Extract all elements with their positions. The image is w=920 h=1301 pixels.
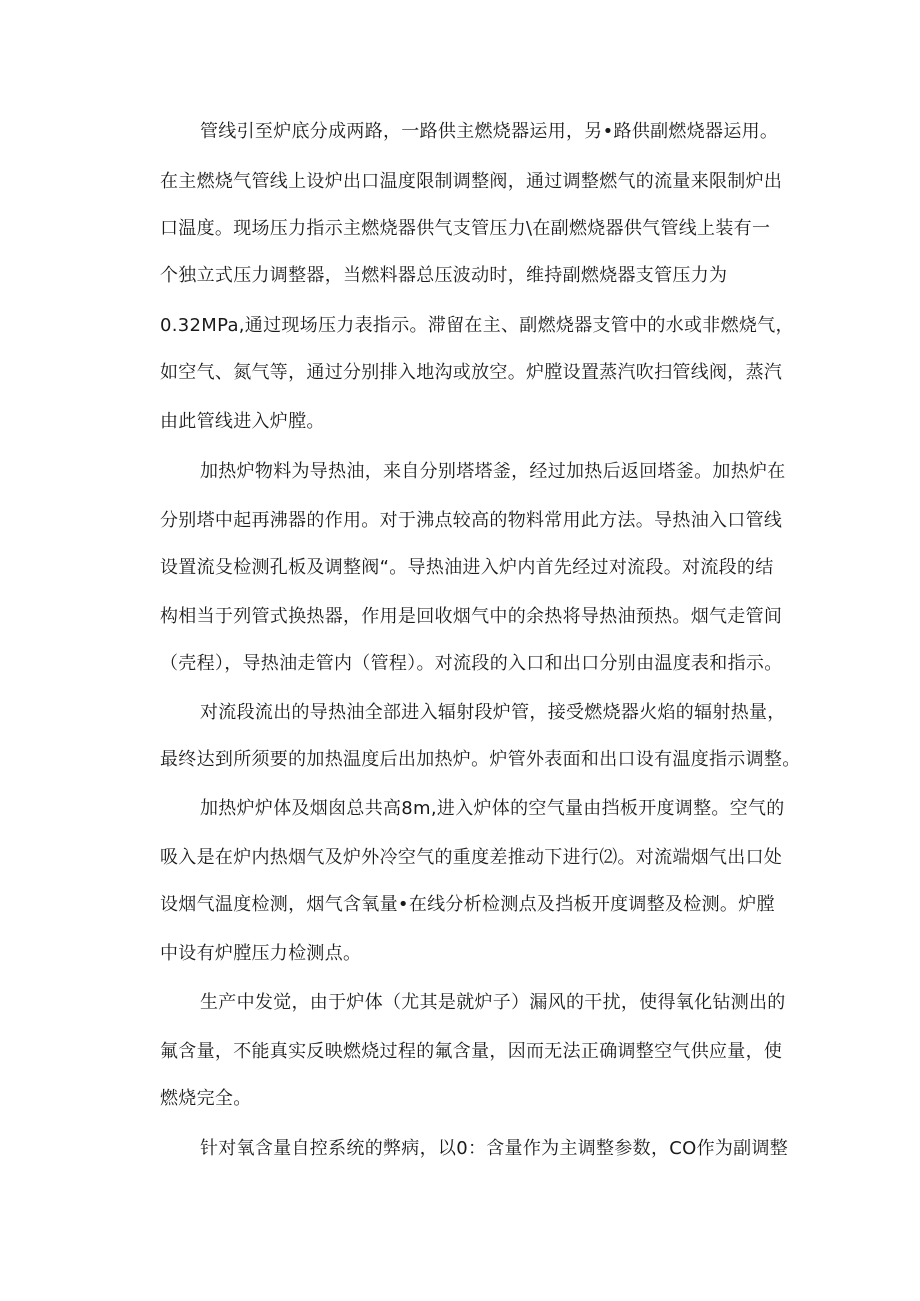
text-line: 在主燃烧气管线上设炉出口温度限制调整阀，通过调整燃气的流量来限制炉出 <box>160 171 783 192</box>
text-line: 如空气、氮气等，通过分别排入地沟或放空。炉膛设置蒸汽吹扫管线阀，蒸汽 <box>160 362 783 383</box>
text-line: 针对氧含量自控系统的弊病，以0：含量作为主调整参数，CO作为副调整 <box>200 1138 789 1159</box>
text-line: 构相当于列管式换热器，作用是回收烟气中的余热将导热油预热。烟气走管间 <box>160 606 783 627</box>
text-line: （壳程），导热油走管内（管程）。对流段的入口和出口分别由温度表和指示。 <box>160 653 783 674</box>
text-line: 氟含量，不能真实反映燃烧过程的氟含量，因而无法正确调整空气供应量，使 <box>160 1041 783 1062</box>
text-line: 对流段流出的导热油全部进入辐射段炉管，接受燃烧器火焰的辐射热量， <box>200 702 786 723</box>
text-line: 由此管线进入炉膛。 <box>160 411 325 432</box>
text-line: 燃烧完全。 <box>160 1088 252 1109</box>
text-line: 设烟气温度检测，烟气含氧量•在线分析检测点及挡板开度调整及检测。炉膛 <box>160 894 775 915</box>
text-line: 0.32MPa,通过现场压力表指示。滞留在主、副燃烧器支管中的水或非燃烧气， <box>160 315 794 336</box>
text-line: 吸入是在炉内热烟气及炉外冷空气的重度差推动下进行⑵。对流端烟气出口处 <box>160 847 783 868</box>
text-line: 个独立式压力调整器，当燃料器总压波动时，维持副燃烧器支管压力为 <box>160 265 728 286</box>
text-line: 加热炉炉体及烟囱总共高8m,进入炉体的空气量由挡板开度调整。空气的 <box>200 798 785 819</box>
text-line: 设置流殳检测孔板及调整阀“。导热油进入炉内首先经过对流段。对流段的结 <box>160 557 774 578</box>
text-line: 中设有炉膛压力检测点。 <box>160 943 362 964</box>
text-line: 口温度。现场压力指示主燃烧器供气支管压力\在副燃烧器供气管线上装有一 <box>160 218 771 239</box>
text-line: 最终达到所须要的加热温度后出加热炉。炉管外表面和出口设有温度指示调整。 <box>160 749 801 770</box>
text-line: 分别塔中起再沸器的作用。对于沸点较高的物料常用此方法。导热油入口管线 <box>160 510 783 531</box>
text-line: 生产中发觉，由于炉体（尤其是就炉子）漏风的干扰，使得氧化钻测出的 <box>200 992 786 1013</box>
text-line: 加热炉物料为导热油，来自分别塔塔釜，经过加热后返回塔釜。加热炉在 <box>200 461 786 482</box>
text-line: 管线引至炉底分成两路，一路供主燃烧器运用，另•路供副燃烧器运用。 <box>200 121 779 142</box>
